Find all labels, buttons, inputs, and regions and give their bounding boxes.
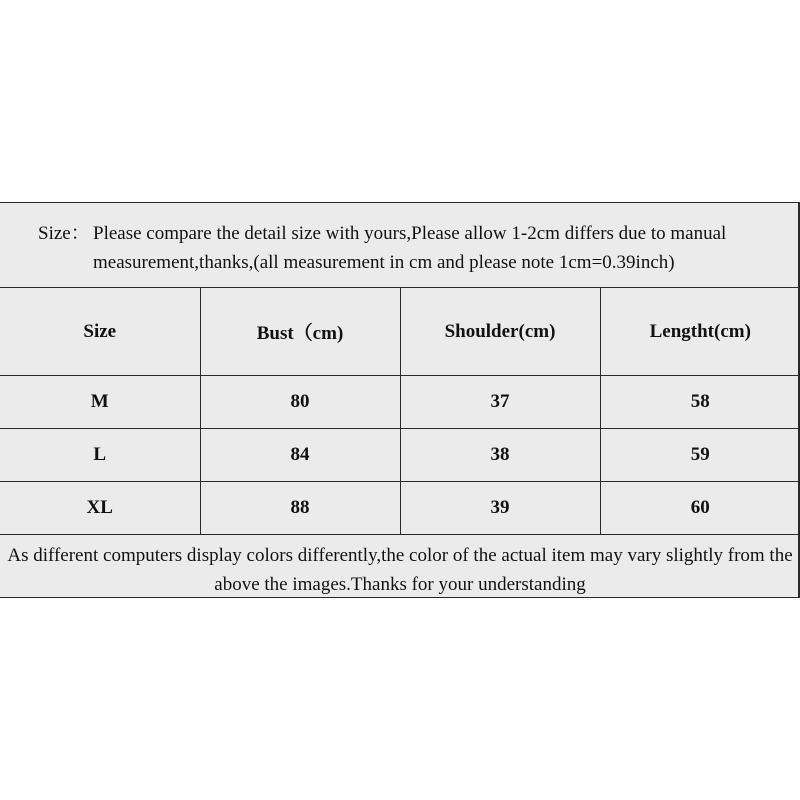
size-instructions [0, 202, 800, 286]
cell-size: XL [0, 482, 200, 535]
cell-length: 59 [600, 429, 800, 482]
header-size: Size [0, 288, 200, 376]
cell-length: 60 [600, 482, 800, 535]
cell-bust: 84 [200, 429, 400, 482]
cell-length: 58 [600, 376, 800, 429]
header-shoulder: Shoulder(cm) [400, 288, 600, 376]
cell-bust: 80 [200, 376, 400, 429]
size-label: Size： [38, 223, 90, 244]
cell-size: M [0, 376, 200, 429]
header-length: Lengtht(cm) [600, 288, 800, 376]
table-row [0, 482, 800, 535]
cell-shoulder: 38 [400, 429, 600, 482]
cell-bust: 88 [200, 482, 400, 535]
table-header-row [0, 288, 800, 376]
cell-shoulder: 39 [400, 482, 600, 535]
color-disclaimer: As different computers display colors differently,the color of the actual item may vary slightly from the above the images.Thanks for your understanding [7, 545, 793, 595]
cell-shoulder: 37 [400, 376, 600, 429]
size-instructions-text: Please compare the detail size with yours,Please allow 1-2cm differs due to manual measurement,thanks,(all measurement in cm and please note 1cm=0.39inch) [93, 223, 727, 273]
table-row [0, 376, 800, 429]
table-row [0, 429, 800, 482]
header-bust: Bust（cm) [200, 288, 400, 376]
cell-size: L [0, 429, 200, 482]
size-table [0, 287, 800, 535]
